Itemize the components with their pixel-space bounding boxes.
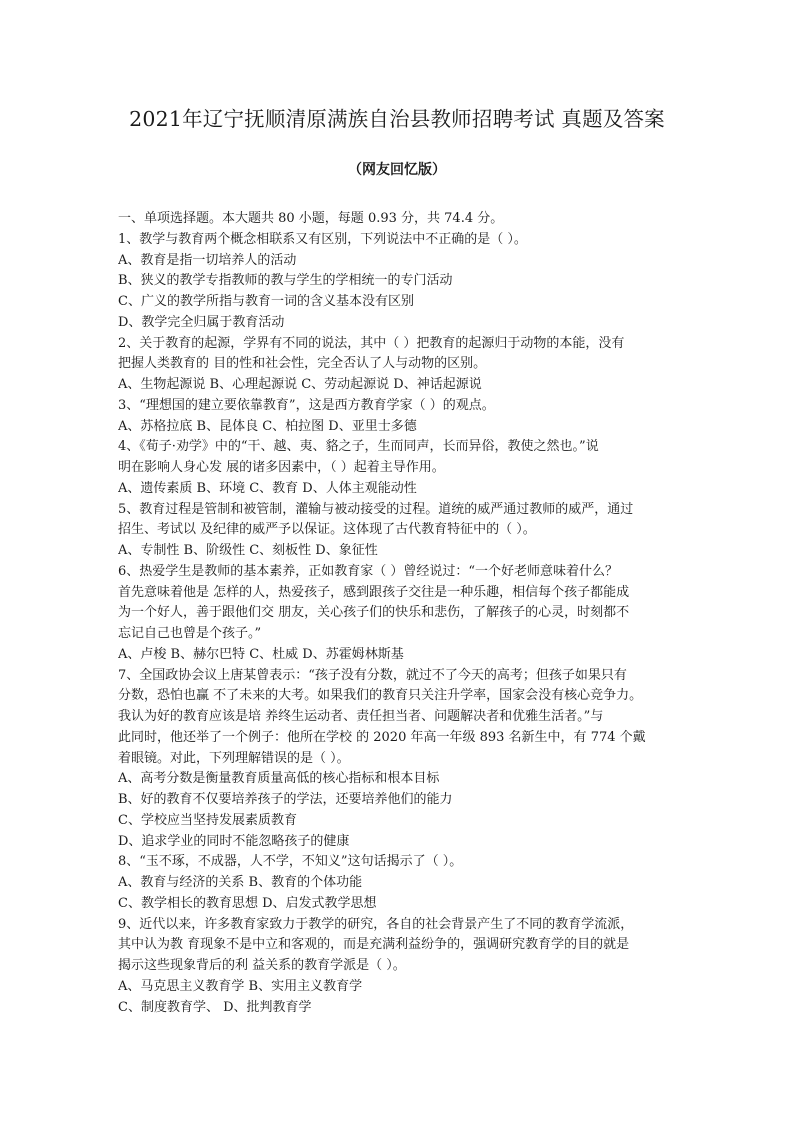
text-line: 7、全国政协会议上唐某曾表示：“孩子没有分数，就过不了今天的高考；但孩子如果只有 xyxy=(118,667,627,683)
text-line: 此同时，他还举了一个例子：他所在学校 的 2020 年高一年级 893 名新生中，有 774 个戴 xyxy=(118,729,646,745)
text-line: A、遗传素质 B、环境 C、教育 D、人体主观能动性 xyxy=(118,480,417,496)
text-line: 4、《荀子·劝学》中的“干、越、夷、貉之子，生而同声，长而异俗，教使之然也。”说 xyxy=(118,439,599,455)
text-line: 首先意味着他是 怎样的人，热爱孩子，感到跟孩子交往是一种乐趣，相信每个孩子都能成 xyxy=(118,584,630,600)
text-line: 3、“理想国的建立要依靠教育”，这是西方教育学家（ ）的观点。 xyxy=(118,397,495,413)
text-line: A、专制性 B、阶级性 C、刻板性 D、象征性 xyxy=(118,543,378,558)
text-line: 分数，恐怕也赢 不了未来的大考。如果我们的教育只关注升学率，国家会没有核心竞争力。 xyxy=(118,688,643,704)
text-line: 忘记自己也曾是个孩子。” xyxy=(118,626,262,641)
text-line: 6、热爱学生是教师的基本素养，正如教育家（ ）曾经说过：“一个好老师意味着什么？ xyxy=(118,563,619,579)
text-line: 我认为好的教育应该是培 养终生运动者、责任担当者、问题解决者和优雅生活者。”与 xyxy=(118,709,604,724)
text-line: A、卢梭 B、赫尔巴特 C、杜威 D、苏霍姆林斯基 xyxy=(118,646,404,662)
text-line: 9、近代以来，许多教育家致力于教学的研究，各自的社会背景产生了不同的教育学流派， xyxy=(118,916,634,932)
text-line: 揭示这些现象背后的利 益关系的教育学派是（ ）。 xyxy=(118,958,406,973)
text-line: D、追求学业的同时不能忽略孩子的健康 xyxy=(118,833,350,849)
text-line: A、教育与经济的关系 B、教育的个体功能 xyxy=(118,875,363,890)
text-line: C、教学相长的教育思想 D、启发式教学思想 xyxy=(118,895,377,911)
text-line: A、苏格拉底 B、昆体良 C、柏拉图 D、亚里士多德 xyxy=(118,418,417,434)
text-line: A、马克思主义教育学 B、实用主义教育学 xyxy=(118,978,363,994)
document-title: 2021年辽宁抚顺清原满族自治县教师招聘考试 真题及答案 xyxy=(129,107,665,131)
text-line: 把握人类教育的 目的性和社会性，完全否认了人与动物的区别。 xyxy=(118,356,487,372)
text-line: 为一个好人，善于跟他们交 朋友，关心孩子们的快乐和悲伤，了解孩子的心灵，时刻都不 xyxy=(118,605,630,621)
text-line: 其中认为教 育现象不是中立和客观的，而是充满利益纷争的，强调研究教育学的目的就是 xyxy=(118,937,630,953)
text-line: 8、“玉不琢，不成器，人不学，不知义”这句话揭示了（ ）。 xyxy=(118,854,463,870)
text-line: 明在影响人身心发 展的诸多因素中，（ ）起着主导作用。 xyxy=(118,460,445,475)
text-line: B、好的教育不仅要培养孩子的学法，还要培养他们的能力 xyxy=(118,792,453,807)
text-line: C、制度教育学、 D、批判教育学 xyxy=(118,999,312,1015)
text-line: A、高考分数是衡量教育质量高低的核心指标和根本目标 xyxy=(118,771,440,787)
text-line: 2、关于教育的起源，学界有不同的说法，其中（ ）把教育的起源归于动物的本能，没有 xyxy=(118,335,625,351)
document-subtitle: （网友回忆版） xyxy=(348,162,446,178)
text-line: A、生物起源说 B、心理起源说 C、劳动起源说 D、神话起源说 xyxy=(118,377,482,392)
text-line: 1、教学与教育两个概念相联系又有区别，下列说法中不正确的是（ ）。 xyxy=(118,231,527,247)
text-line: A、教育是指一切培养人的活动 xyxy=(118,252,297,268)
text-line: 一、单项选择题。本大题共 80 小题，每题 0.93 分，共 74.4 分。 xyxy=(118,211,504,226)
text-line: C、广义的教学所指与教育一词的含义基本没有区别 xyxy=(118,294,414,309)
text-line: B、狭义的教学专指教师的教与学生的学相统一的专门活动 xyxy=(118,273,453,289)
text-line: 5、教育过程是管制和被管制，灌输与被动接受的过程。道统的威严通过教师的威严，通过 xyxy=(118,501,634,517)
text-line: 招生、考试以 及纪律的威严予以保证。这体现了古代教育特征中的（ ）。 xyxy=(118,522,536,538)
text-line: 着眼镜。对此，下列理解错误的是（ ）。 xyxy=(118,750,350,766)
text-line: D、教学完全归属于教育活动 xyxy=(118,314,285,330)
document-body xyxy=(118,209,692,1018)
text-line: C、学校应当坚持发展素质教育 xyxy=(118,812,297,828)
